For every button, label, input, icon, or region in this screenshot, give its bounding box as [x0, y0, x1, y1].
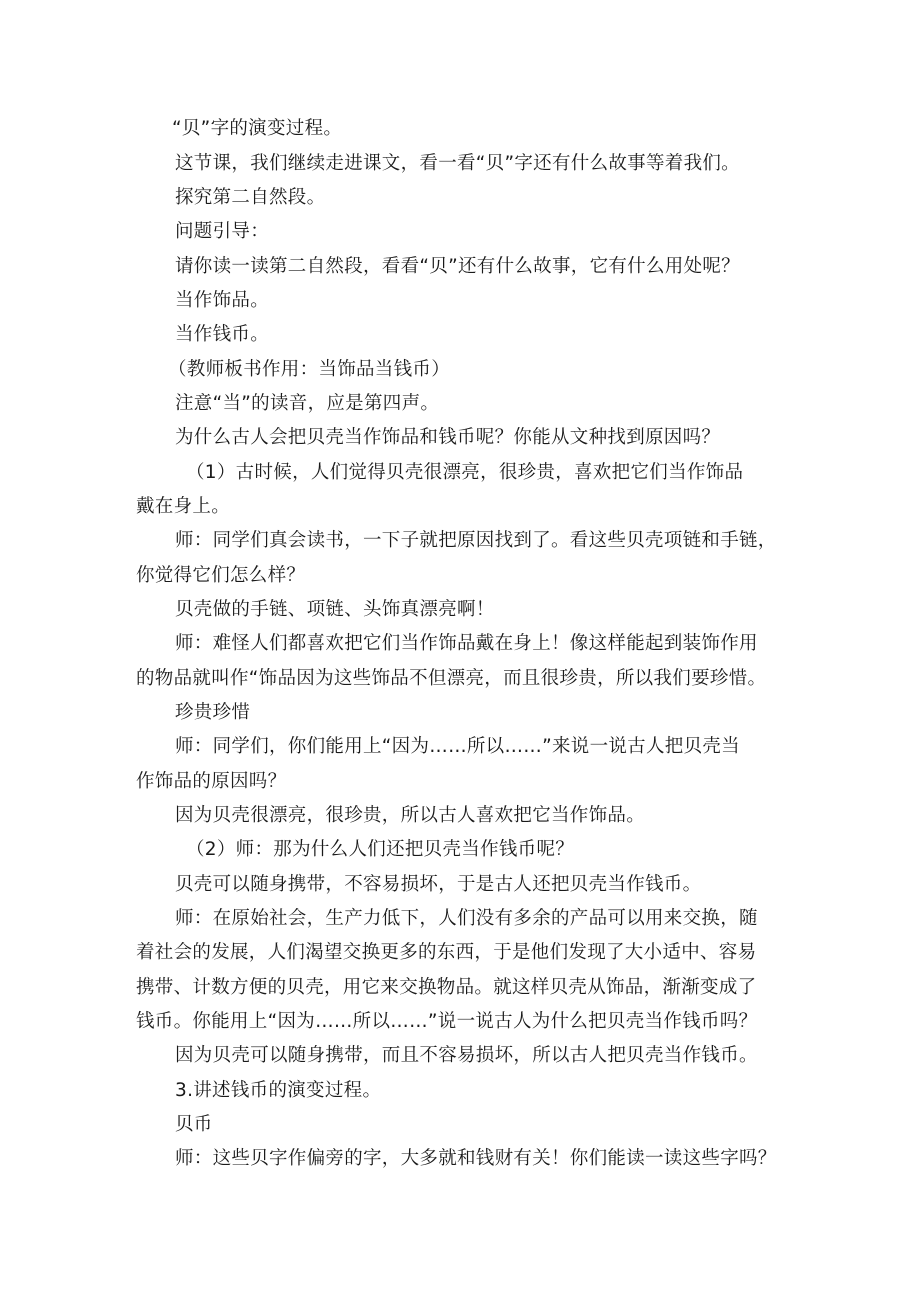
paragraph-line: 珍贵珍惜 [175, 702, 251, 723]
paragraph-line: 贝壳可以随身携带，不容易损坏，于是古人还把贝壳当作钱币。 [175, 874, 702, 895]
paragraph-line: 的物品就叫作“饰品因为这些饰品不但漂亮，而且很珍贵，所以我们要珍惜。 [136, 668, 767, 689]
paragraph-line: “贝”字的演变过程。 [172, 118, 343, 139]
paragraph-line: （2）师：那为什么人们还把贝壳当作钱币呢？ [186, 839, 575, 860]
paragraph-line: 因为贝壳可以随身携带，而且不容易损坏，所以古人把贝壳当作钱币。 [175, 1045, 758, 1066]
paragraph-line: 钱币。你能用上“因为……所以……”说一说古人为什么把贝壳当作钱币吗？ [136, 1011, 758, 1032]
paragraph-line: 师：同学们，你们能用上“因为……所以……”来说一说古人把贝壳当 [175, 736, 740, 757]
paragraph-line: 师：在原始社会，生产力低下，人们没有多余的产品可以用来交换，随 [175, 908, 758, 929]
paragraph-line: 当作饰品。 [175, 290, 270, 311]
paragraph-line: 为什么古人会把贝壳当作饰品和钱币呢？你能从文种找到原因吗？ [175, 427, 721, 448]
paragraph-line: 探究第二自然段。 [175, 187, 326, 208]
paragraph-line: （教师板书作用：当饰品当钱币） [168, 359, 451, 380]
paragraph-line: 携带、计数方便的贝壳，用它来交换物品。就这样贝壳从饰品，渐渐变成了 [136, 977, 757, 998]
paragraph-line: 注意“当”的读音，应是第四声。 [175, 393, 440, 414]
paragraph-line: 请你读一读第二自然段，看看“贝”还有什么故事，它有什么用处呢？ [175, 256, 740, 277]
paragraph-line: 你觉得它们怎么样？ [136, 565, 306, 586]
paragraph-line: 贝币 [175, 1114, 213, 1135]
paragraph-line: （1）古时候，人们觉得贝壳很漂亮，很珍贵，喜欢把它们当作饰品 [186, 462, 744, 483]
paragraph-line: 师：难怪人们都喜欢把它们当作饰品戴在身上！像这样能起到装饰作用 [175, 633, 758, 654]
paragraph-line: 3.讲述钱币的演变过程。 [175, 1080, 382, 1101]
paragraph-line: 当作钱币。 [175, 324, 270, 345]
paragraph-line: 作饰品的原因吗？ [136, 771, 287, 792]
paragraph-line: 因为贝壳很漂亮，很珍贵，所以古人喜欢把它当作饰品。 [175, 805, 646, 826]
paragraph-line: 师：这些贝字作偏旁的字，大多就和钱财有关！你们能读一读这些字吗？ [175, 1148, 777, 1169]
paragraph-line: 着社会的发展，人们渴望交换更多的东西，于是他们发现了大小适中、容易 [136, 942, 757, 963]
paragraph-line: 这节课，我们继续走进课文，看一看“贝”字还有什么故事等着我们。 [175, 153, 740, 174]
paragraph-line: 贝壳做的手链、项链、头饰真漂亮啊！ [175, 599, 495, 620]
paragraph-line: 师：同学们真会读书，一下子就把原因找到了。看这些贝壳项链和手链， [175, 530, 777, 551]
paragraph-line: 问题引导： [175, 221, 270, 242]
paragraph-line: 戴在身上。 [136, 496, 231, 517]
